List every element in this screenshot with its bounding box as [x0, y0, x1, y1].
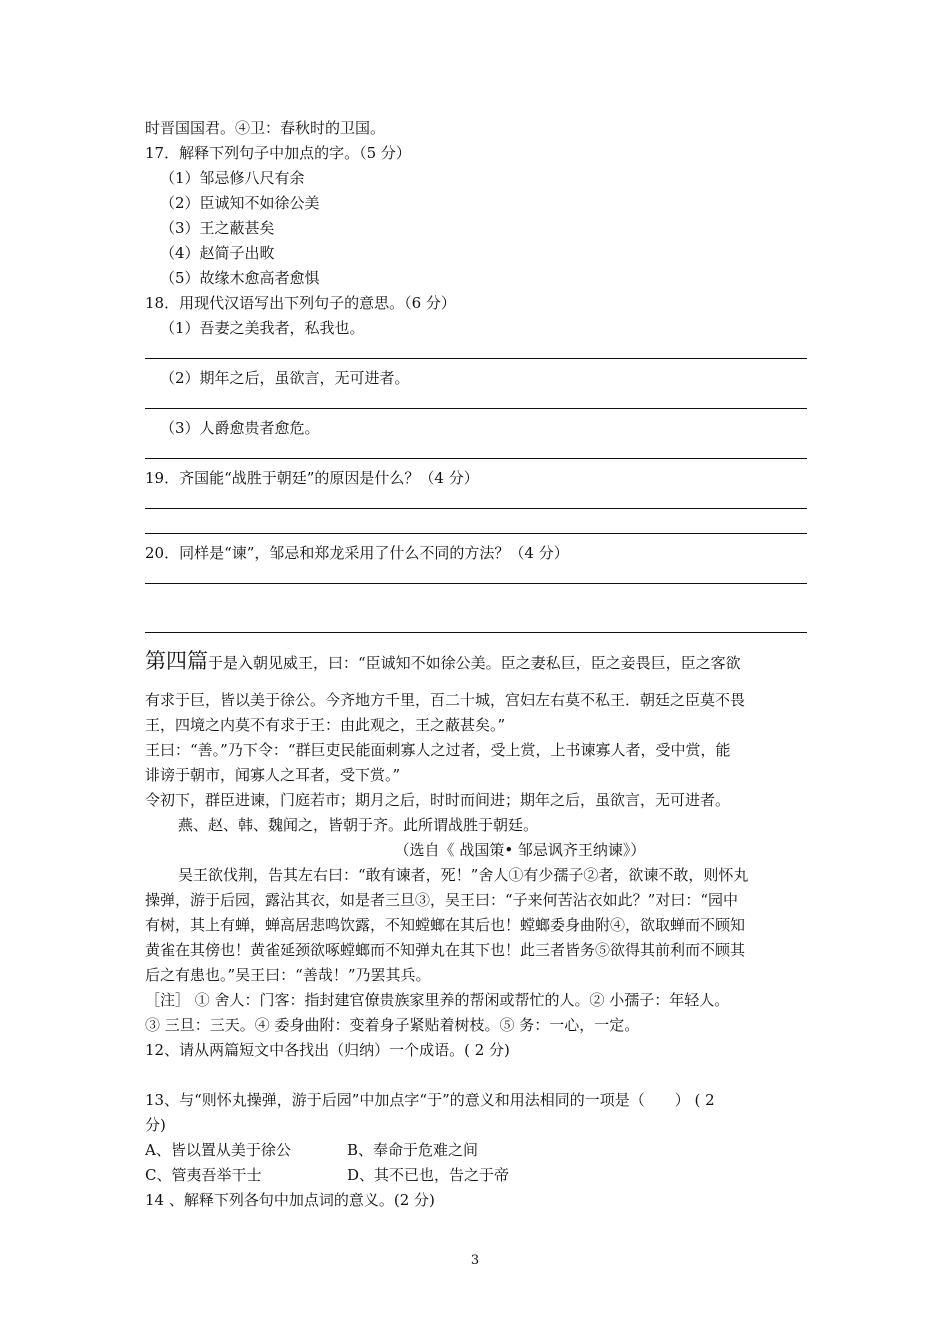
answer-line	[145, 583, 807, 584]
passage-line: 燕、赵、韩、魏闻之，皆朝于齐。此所谓战胜于朝廷。	[178, 816, 539, 834]
q13-option-b: B、奉命于危难之间	[347, 1141, 479, 1159]
q13-title: 13、与“则怀丸操弹，游于后园”中加点字“于”的意义和用法相同的一项是（ ） ( 2	[145, 1091, 715, 1109]
q13-option-c: C、管夷吾举干士	[145, 1166, 262, 1184]
passage-source: （选自《 战国策• 邹忌讽齐王纳谏》）	[394, 841, 646, 859]
answer-line	[145, 408, 807, 409]
q13-option-a: A、皆以置从美于徐公	[145, 1141, 291, 1159]
q17-item-4: （4）赵简子出畋	[160, 244, 275, 262]
passage-line: 令初下，群臣进谏，门庭若市；期月之后，时时而间进；期年之后，虽欲言，无可进者。	[145, 791, 731, 809]
answer-line	[145, 533, 807, 534]
q20-title: 20．同样是“谏”，邹忌和郑龙采用了什么不同的方法？（4 分）	[145, 544, 569, 562]
passage-line: 诽谤于朝市，闻寡人之耳者，受下赏。”	[145, 766, 401, 784]
answer-line	[145, 358, 807, 359]
q18-item-3: （3）人爵愈贵者愈危。	[160, 419, 320, 437]
story-line: 后之有患也。”吴王曰：“善哉！”乃罢其兵。	[145, 966, 431, 984]
story-line: 黄雀在其傍也！黄雀延颈欲啄螳螂而不知弹丸在其下也！此三者皆务⑤欲得其前利而不顾其	[145, 941, 746, 959]
continued-note-line: 时晋国国君。④卫：春秋时的卫国。	[145, 119, 386, 137]
page-number: 3	[470, 1253, 480, 1268]
q17-item-5: （5）故缘木愈高者愈惧	[160, 269, 320, 287]
q18-item-2: （2）期年之后，虽欲言，无可进者。	[160, 369, 410, 387]
passage-line: 王，四境之内莫不有求于王：由此观之，王之蔽甚矣。”	[145, 716, 506, 734]
q14-title: 14 、解释下列各句中加点词的意义。(2 分)	[145, 1191, 435, 1209]
story-line: 操弹，游于后园，露沾其衣，如是者三旦③，吴王曰：“子来何苦沾衣如此？”对曰：“园中	[145, 891, 739, 909]
story-line: 有树，其上有蝉，蝉高居悲鸣饮露，不知螳螂在其后也！螳螂委身曲附④，欲取蝉而不顾知	[145, 916, 746, 934]
story-note: ［注］ ① 舍人：门客：指封建官僚贵族家里养的帮闲或帮忙的人。② 小孺子：年轻人。	[145, 991, 730, 1009]
q17-item-1: （1）邹忌修八尺有余	[160, 169, 305, 187]
section-title: 第四篇	[145, 649, 208, 673]
passage-line: 于是入朝见威王，曰：“臣诚知不如徐公美。臣之妻私巨，臣之妾畏巨，臣之客欲	[208, 654, 741, 672]
q13-option-d: D、其不已也，告之于帝	[347, 1166, 510, 1184]
story-note: ③ 三旦：三天。④ 委身曲附：变着身子紧贴着树枝。⑤ 务：一心，一定。	[145, 1016, 640, 1034]
q17-item-3: （3）王之蔽甚矣	[160, 219, 275, 237]
answer-line	[145, 632, 807, 633]
q17-title: 17．解释下列句子中加点的字。（5 分）	[145, 144, 411, 162]
q13-title-cont: 分)	[145, 1116, 166, 1134]
answer-line	[145, 458, 807, 459]
q17-item-2: （2）臣诚知不如徐公美	[160, 194, 320, 212]
answer-line	[145, 508, 807, 509]
q18-title: 18．用现代汉语写出下列句子的意思。（6 分）	[145, 294, 456, 312]
story-line: 吴王欲伐荆，告其左右曰：“敢有谏者，死！”舍人①有少孺子②者，欲谏不敢，则怀丸	[178, 866, 749, 884]
q18-item-1: （1）吾妻之美我者，私我也。	[160, 319, 365, 337]
q12-title: 12、请从两篇短文中各找出（归纳）一个成语。( 2 分)	[145, 1041, 510, 1059]
passage-line: 王曰：“善。”乃下令：“群巨吏民能面刺寡人之过者，受上赏，上书谏寡人者，受中赏，能	[145, 741, 731, 759]
q19-title: 19．齐国能“战胜于朝廷”的原因是什么？（4 分）	[145, 469, 479, 487]
passage-line: 有求于巨，皆以美于徐公。今齐地方千里，百二十城，宫妇左右莫不私王．朝廷之臣莫不畏	[145, 691, 746, 709]
section4-first-line	[145, 648, 741, 676]
